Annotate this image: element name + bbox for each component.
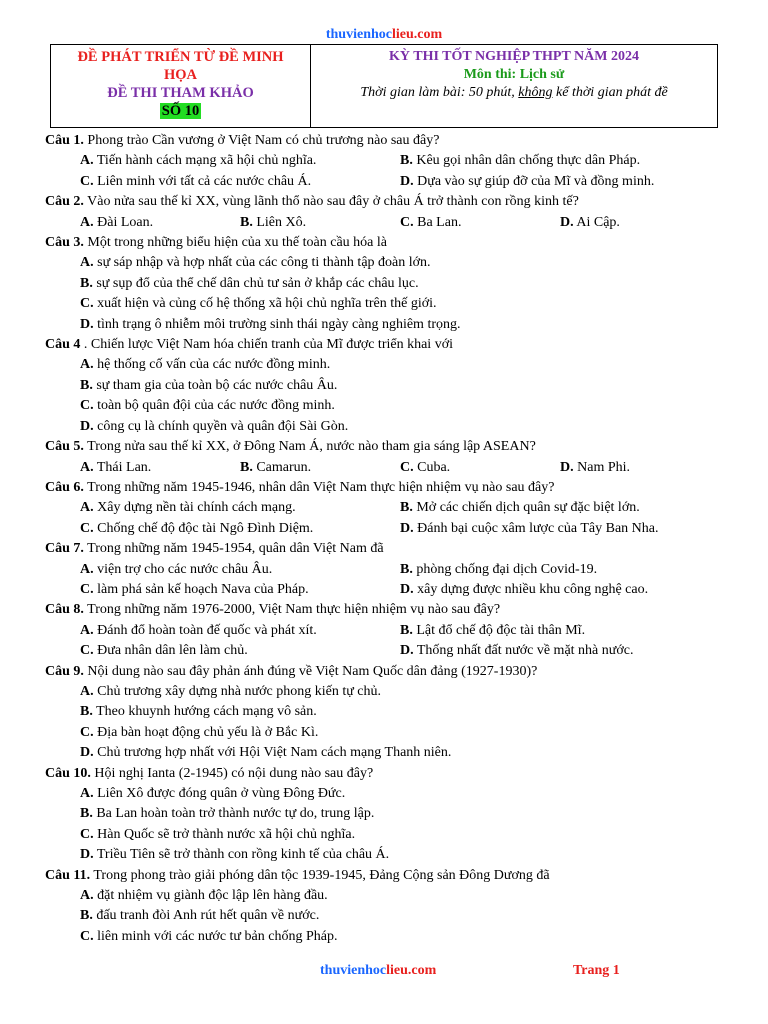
option-text: Đánh đổ hoàn toàn đế quốc và phát xít. [97,622,317,638]
answer-option[interactable] [45,743,735,763]
answer-option[interactable] [45,927,735,947]
option-key: C. [400,214,414,230]
answer-option[interactable] [45,784,735,804]
option-text: Camarun. [256,459,312,475]
answer-option[interactable] [45,682,735,702]
answer-option[interactable] [80,458,240,478]
option-key: D. [80,316,94,332]
option-key: D. [80,847,94,863]
option-text: sự sáp nhập và hợp nhất của các công ti thành tập đoàn lớn. [97,255,431,271]
option-key: C. [80,643,94,659]
option-row [45,519,735,539]
exam-title: KỲ THI TỐT NGHIỆP THPT NĂM 2024 [389,49,639,64]
option-row [45,560,735,580]
option-key: B. [400,500,413,516]
option-text: toàn bộ quân đội của các nước đồng minh. [97,398,335,414]
answer-option[interactable] [45,355,735,375]
question-number: Câu 4 [45,337,81,353]
question-text: Một trong những biểu hiện của xu thế toàn cầu hóa là [87,235,387,251]
footer-site-link[interactable] [320,963,436,979]
option-text: Nam Phi. [577,459,631,475]
answer-option[interactable] [400,498,720,518]
option-key: A. [80,888,94,904]
answer-option[interactable] [45,274,735,294]
option-text: Liên Xô được đóng quân ở vùng Đông Đức. [97,786,346,801]
option-key: C. [80,826,94,842]
answer-option[interactable] [400,172,720,192]
option-text: Mở các chiến dịch quân sự đặc biệt lớn. [416,500,640,516]
option-text: đấu tranh đòi Anh rút hết quân về nước. [96,908,320,924]
option-text: Liên Xô. [256,214,307,230]
option-text: xuất hiện và củng cố hệ thống xã hội chủ nghĩa trên thế giới. [97,296,437,312]
answer-option[interactable] [45,702,735,722]
option-key: A. [80,561,94,577]
option-key: D. [400,643,414,659]
site-header-link[interactable] [0,27,768,43]
answer-option[interactable] [45,825,735,845]
answer-option[interactable] [45,294,735,314]
exam-header-right [311,45,717,127]
option-text: Ba Lan hoàn toàn trở thành nước tự do, trung lập. [96,806,375,822]
option-text: Chống chế độ độc tài Ngô Đình Diệm. [97,520,314,536]
question-text: Vào nửa sau thế kỉ XX, vùng lãnh thổ nào sau đây ở châu Á trở thành con rồng kinh tế? [87,194,579,210]
option-key: C. [400,459,414,475]
question-list [45,131,735,947]
question-text: Phong trào Cần vương ở Việt Nam có chủ trương nào sau đây? [87,133,440,148]
exam-header-table [50,44,718,128]
option-key: D. [80,418,94,434]
question-number: Câu 6. [45,479,84,495]
answer-option[interactable] [400,151,720,171]
option-text: hệ thống cố vấn của các nước đồng minh. [97,357,331,373]
question-text: Trong phong trào giải phóng dân tộc 1939-1945, Đảng Cộng sản Đông Dương đã [93,867,550,883]
option-row [45,580,735,600]
option-row [45,498,735,518]
option-key: C. [80,928,94,944]
answer-option[interactable] [400,580,720,600]
answer-option[interactable] [45,845,735,865]
option-key: B. [80,908,93,924]
question-number: Câu 11. [45,867,91,883]
answer-option[interactable] [80,560,400,580]
question-stem [45,600,735,620]
footer-site-prefix: thuvienhoc [320,963,387,978]
option-key: C. [80,173,94,189]
question-number: Câu 9. [45,663,84,679]
question-number: Câu 1. [45,133,84,148]
option-text: Hàn Quốc sẽ trở thành nước xã hội chủ nghĩa. [97,826,356,842]
site-name-prefix: thuvienhoc [325,27,392,42]
question-stem [45,192,735,212]
exam-subject: Môn thi: Lịch sử [463,67,565,82]
option-text: sự tham gia của toàn bộ các nước châu Âu. [96,377,338,393]
option-key: B. [400,561,413,577]
option-text: Đánh bại cuộc xâm lược của Tây Ban Nha. [417,520,659,536]
option-key: D. [560,459,574,475]
answer-option[interactable] [80,213,240,233]
option-text: Liên minh với tất cả các nước châu Á. [97,173,312,189]
question-stem [45,866,735,886]
option-text: Xây dựng nền tài chính cách mạng. [97,500,296,516]
question-stem [45,233,735,253]
footer-site-suffix: lieu.com [386,963,437,978]
answer-option[interactable] [45,804,735,824]
question-number: Câu 5. [45,439,84,455]
option-key: B. [80,704,93,720]
answer-option[interactable] [400,621,720,641]
question-text: Hội nghị Ianta (2-1945) có nội dung nào sau đây? [94,765,374,781]
question-text: Nội dung nào sau đây phản ánh đúng về Việt Nam Quốc dân đảng (1927-1930)? [87,663,538,679]
option-text: phòng chống đại dịch Covid-19. [416,561,598,577]
option-key: C. [80,520,94,536]
option-key: D. [560,214,574,230]
option-text: Đài Loan. [97,214,154,230]
exam-time: Thời gian làm bài: 50 phút, không kể thời gian phát đề [360,85,668,100]
option-text: Chủ trương xây dựng nhà nước phong kiến tự chủ. [97,683,382,699]
exam-origin-line2: HỌA [163,67,198,83]
answer-option[interactable] [80,580,400,600]
option-key: B. [400,153,413,169]
answer-option[interactable] [400,560,720,580]
question-stem [45,478,735,498]
option-text: công cụ là chính quyền và quân đội Sài Gòn. [97,418,349,434]
option-text: xây dựng được nhiều khu công nghệ cao. [417,581,649,597]
answer-option[interactable] [45,723,735,743]
option-text: đặt nhiệm vụ giành độc lập lên hàng đầu. [97,888,328,904]
question-number: Câu 3. [45,235,84,251]
answer-option[interactable] [80,172,400,192]
option-row [45,458,735,478]
question-text: . Chiến lược Việt Nam hóa chiến tranh của Mĩ được triển khai với [83,337,453,353]
answer-option[interactable] [80,641,400,661]
question-number: Câu 8. [45,602,84,618]
page-number: Trang 1 [573,963,620,978]
answer-option[interactable] [80,519,400,539]
answer-option[interactable] [400,519,720,539]
option-text: Đưa nhân dân lên làm chủ. [97,643,248,659]
option-text: Ba Lan. [417,214,462,230]
option-text: sự sụp đổ của thể chế dân chủ tư sản ở khắp các châu lục. [96,275,419,291]
option-key: B. [240,214,253,230]
option-key: A. [80,459,94,475]
option-key: C. [80,581,94,597]
question-number: Câu 2. [45,194,84,210]
question-number: Câu 10. [45,765,91,781]
answer-option[interactable] [240,213,400,233]
option-row [45,213,735,233]
option-key: A. [80,357,94,373]
option-text: Theo khuynh hướng cách mạng vô sản. [96,704,317,720]
question-stem [45,539,735,559]
option-key: A. [80,500,94,516]
question-text: Trong nửa sau thế kỉ XX, ở Đông Nam Á, nước nào tham gia sáng lập ASEAN? [87,439,536,455]
option-text: Ai Cập. [576,214,620,230]
option-text: Địa bàn hoạt động chủ yếu là ở Bắc Kì. [97,724,319,740]
answer-option[interactable] [400,213,560,233]
option-text: Dựa vào sự giúp đỡ của Mĩ và đồng minh. [417,173,655,189]
question-stem [45,662,735,682]
site-name-suffix: lieu.com [391,27,443,42]
option-text: Chủ trương hợp nhất với Hội Việt Nam cách mạng Thanh niên. [97,745,452,761]
answer-option[interactable] [80,621,400,641]
question-stem [45,335,735,355]
answer-option[interactable] [80,498,400,518]
option-key: A. [80,786,94,801]
question-text: Trong những năm 1945-1954, quân dân Việt Nam đã [87,541,384,557]
question-stem [45,437,735,457]
option-key: B. [80,275,93,291]
question-text: Trong những năm 1976-2000, Việt Nam thực hiện nhiệm vụ nào sau đây? [87,602,501,618]
answer-option[interactable] [560,458,720,478]
option-row [45,621,735,641]
option-text: Lật đổ chế độ độc tài thân Mĩ. [416,622,586,638]
option-key: D. [400,520,414,536]
option-text: Thái Lan. [96,459,152,475]
option-key: A. [80,622,94,638]
option-text: Tiến hành cách mạng xã hội chủ nghĩa. [96,153,317,169]
exam-origin-line1: ĐỀ PHÁT TRIỂN TỪ ĐỀ MINH [77,49,284,65]
answer-option[interactable] [560,213,720,233]
option-key: D. [400,173,414,189]
answer-option[interactable] [45,253,735,273]
option-key: C. [80,724,94,740]
exam-type: ĐỀ THI THAM KHẢO [107,85,254,101]
question-stem [45,131,735,151]
option-key: C. [80,398,94,414]
option-key: A. [80,153,94,169]
option-row [45,151,735,171]
option-key: B. [240,459,253,475]
option-key: A. [80,255,94,271]
option-text: tình trạng ô nhiễm môi trường sinh thái ngày càng nghiêm trọng. [97,316,461,332]
option-key: B. [400,622,413,638]
option-text: viện trợ cho các nước châu Âu. [97,561,273,577]
answer-option[interactable] [45,906,735,926]
answer-option[interactable] [400,458,560,478]
answer-option[interactable] [400,641,720,661]
option-row [45,172,735,192]
option-text: Thống nhất đất nước về mặt nhà nước. [416,643,634,659]
option-text: Kêu gọi nhân dân chống thực dân Pháp. [416,153,641,169]
option-key: C. [80,296,94,312]
option-key: D. [80,745,94,761]
option-key: D. [400,581,414,597]
option-key: B. [80,806,93,822]
answer-option[interactable] [240,458,400,478]
question-stem [45,764,735,784]
option-key: B. [80,377,93,393]
option-text: Triều Tiên sẽ trở thành con rồng kinh tế của châu Á. [96,847,390,863]
exam-header-left [51,45,311,127]
answer-option[interactable] [45,396,735,416]
option-text: liên minh với các nước tư bản chống Pháp. [97,928,338,944]
option-row [45,641,735,661]
option-text: Cuba. [417,459,451,475]
exam-number-badge: SỐ 10 [161,103,200,119]
answer-option[interactable] [45,376,735,396]
option-key: A. [80,214,94,230]
answer-option[interactable] [80,151,400,171]
answer-option[interactable] [45,315,735,335]
option-text: làm phá sản kế hoạch Nava của Pháp. [97,581,309,597]
question-text: Trong những năm 1945-1946, nhân dân Việt Nam thực hiện nhiệm vụ nào sau đây? [87,479,555,495]
option-key: A. [80,683,94,699]
question-number: Câu 7. [45,541,84,557]
answer-option[interactable] [45,417,735,437]
answer-option[interactable] [45,886,735,906]
